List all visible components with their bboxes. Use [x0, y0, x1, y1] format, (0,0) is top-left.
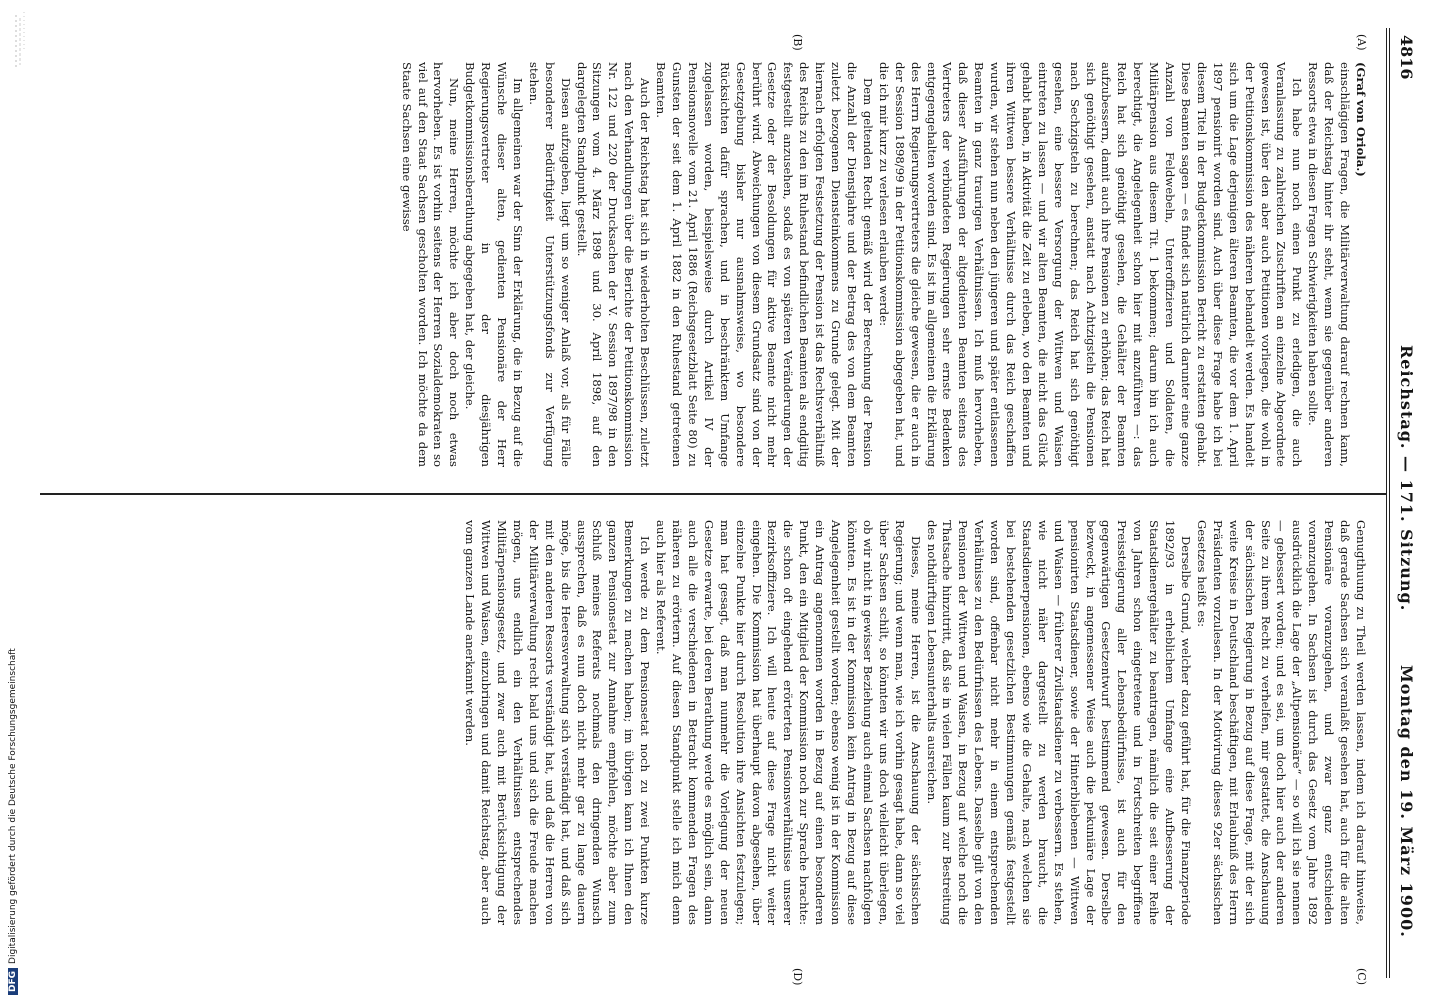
paragraph: Auch der Reichstag hat sich in wiederholten Beschlüssen, zuletzt nach den Verhandlungen über die Berichte der Petitionskommission Nr. 122 und 220 der Drucksachen der V. Session 1897/98 in den Sitzungen vom 4. März 1898 und 30. April 1898, auf den dargelegten Standpunkt gestellt.	[574, 62, 653, 467]
paragraph: Ich habe nun noch einen Punkt zu erledigen, die auch Veranlassung zu zahlreichen Zuschriften an einzelne Abgeordnete gewesen ist, über den aber auch Petitionen vorliegen, die wohl in der Petitionskommission des näheren behandelt werden. Es handelt sich um die Lage derjenigen älteren Beamten, die vor dem 1. April 1897 pensionirt worden sind. Auch über diese Frage habe ich bei diesem Titel in der Budgetkommission Bericht zu erstatten gehabt. Diese Beamten sagen — es findet sich natürlich darunter eine ganze Anzahl von Feldwebeln, Unteroffizieren und Soldaten, die Militärpension aus diesem Tit. 1 bekommen; darum bin ich auch berechtigt, die Angelegenheit schon hier mit anzuführen —: das Reich hat sich genöthigt gesehen, die Gehälter der Beamten aufzubessern, damit auch ihre Pensionen zu erhöhen; das Reich hat sich genöthigt gesehen, anstatt nach Achtzigsteln die Pensionen nach Sechzigsteln zu berechnen; das Reich hat sich genöthigt gesehen, eine bessere Versorgung der Wittwen und Waisen eintreten zu lassen — und wir alten Beamten, die nicht das Glück gehabt haben, in Aktivität die Zeit zu erleben, wo den Beamten und ihren Wittwen bessere Verhältnisse durch das Reich geschaffen wurden, wir stehen nun neben den jüngeren und später entlassenen Beamten in ganz traurigen Verhältnissen. Ich muß hervorheben, daß dieser Ausführungen der altgedienten Beamten seitens des Vertreters der verbündeten Regierungen sehr ernste Bedenken entgegengehalten worden sind. Es ist im allgemeinen die Erklärung des Herrn Regierungsvertreters die gleiche gewesen, die er auch in der Session 1898/99 in der Petitionskommission abgegeben hat, und die ich mir kurz zu verlesen erlauben werde:	[876, 62, 1305, 467]
paragraph: Nun, meine Herren, möchte ich aber doch noch etwas hervorheben. Es ist vorhin seitens der Herren Sozialdemokraten so viel auf den Staat Sachsen gescholten worden. Ich möchte da dem Staate Sachsen eine gewisse	[399, 62, 462, 467]
acknowledgement-text: Digitalisierung gefördert durch die Deutsche Forschungsgemeinschaft	[8, 648, 18, 964]
page-number: 4816	[1397, 35, 1416, 80]
speaker-tag: (Graf von Oriola.)	[1354, 62, 1368, 177]
marker-b: (B)	[791, 34, 804, 51]
dfg-logo: DFG	[8, 968, 18, 995]
column-divider	[40, 493, 1386, 495]
header-date: Montag den 19. März 1900.	[1397, 665, 1416, 938]
header-title: Reichstag. — 171. Sitzung.	[1397, 345, 1416, 612]
marker-a: (A)	[1355, 34, 1368, 51]
header-rule	[1389, 28, 1390, 978]
dfg-acknowledgement	[8, 648, 18, 995]
marker-d: (D)	[791, 968, 804, 986]
paragraph: einschlägigen Fragen, die Militärverwaltung darauf rechnen kann, daß der Reichstag hinter ihr steht, wenn sie gegenüber anderen Ressorts etwa in diesen Fragen Schwierigkeiten haben sollte.	[1306, 62, 1353, 467]
left-column	[398, 62, 1368, 467]
paragraph: Ich werde zu dem Pensionsetat noch zu zwei Punkten kurze Bemerkungen zu machen haben; im übrigen kann ich Ihnen den ganzen Pensionsetat zur Annahme empfehlen, möchte aber zum Schluß meines Referats nochmals den dringenden Wunsch aussprechen, daß es nun doch nicht mehr gar zu lange dauern möge, bis die Heeresverwaltung sich verständigt hat, und daß sich mit den anderen Ressorts verständigt hat, und daß die Herren von der Militärverwaltung recht bald uns und sich die Freude machen mögen, uns endlich ein den Verhältnissen entsprechendes Militärpensionsgesetz, und zwar auch mit Berücksichtigung der Wittwen und Waisen, einzubringen und damit Reichstag, aber auch vom ganzen Lande anerkannt werden.	[463, 520, 653, 925]
paragraph: Dem geltenden Recht gemäß wird der Berechnung der Pension die Anzahl der Dienstjahre und der Betrag des von dem Beamten zuletzt bezogenen Diensteinkommens zu Grunde gelegt. Mit der hiernach erfolgten Festsetzung der Pension ist das Rechtsverhältniß des Reichs zu den im Ruhestand befindlichen Beamten als endgiltig festgestellt anzusehen, sodaß es von späteren Veränderungen der Gesetze oder der Besoldungen für aktive Beamte nicht mehr berührt wird. Abweichungen von diesem Grundsatz sind von der Gesetzgebung bisher nur ausnahmsweise, wo besondere Rücksichten dafür sprachen, und in beschränktem Umfange zugelassen worden, beispielsweise durch Artikel IV der Pensionsnovelle vom 21. April 1886 (Reichsgesetzblatt Seite 80) zu Gunsten der seit dem 1. April 1882 in den Ruhestand getretenen Beamten.	[654, 62, 875, 467]
paragraph: Diesen aufzugeben, liegt um so weniger Anlaß vor, als für Fälle besonderer Bedürftigkeit Unterstützungsfonds zur Verfügung stehen.	[526, 62, 573, 467]
right-column	[461, 520, 1368, 925]
paragraph: Im allgemeinen war der Sinn der Erklärung, die in Bezug auf die Wünsche dieser alten, gedienten Pensionäre der Herr Regierungsvertreter in der diesjährigen Budgetkommissionsberathung abgegeben hat, der gleiche.	[463, 62, 525, 467]
paragraph: Dieses, meine Herren, ist die Anschauung der sächsischen Regierung; und wenn man, wie ich vorhin gesagt habe, dann so viel über Sachsen schilt, so könnten wir uns doch vielleicht überlegen, ob wir nicht in gewisser Beziehung auch einmal Sachsen nachfolgen könnten. Es ist in der Kommission kein Antrag in Bezug auf diese Angelegenheit gestellt worden; ebenso wenig ist in der Kommission ein Antrag angenommen worden in Bezug auf einen besonderen Punkt, den ein Mitglied der Kommission noch zur Sprache brachte: die schon oft eingehend erörterten Pensionsverhältnisse unserer Bezirksoffiziere. Ich will heute auf diese Frage nicht weiter eingehen. Die Kommission hat überhaupt davon abgesehen, über einzelne Punkte hier durch Resolution ihre Ansichten festzulegen; man hat gesagt, daß man nunmehr die Vorlegung der neuen Gesetze erwarte, bei deren Berathung werde es möglich sein, dann auch alle die verschiedenen in Betracht kommenden Fragen des näheren zu erörtern. Auf diesen Standpunkt stelle ich mich denn auch hier als Referent.	[654, 520, 923, 925]
quote-paragraph: Derselbe Grund, welcher dazu geführt hat, für die Finanzperiode 1892/93 in erheblichem Umfange eine Aufbesserung der Staatsdienergehälter zu beantragen, nämlich die seit einer Reihe von Jahren schon eingetretene und in Fortschreiten begriffene Preissteigerung aller Lebensbedürfnisse, ist auch für den gegenwärtigen Gesetzentwurf bestimmend gewesen. Derselbe bezweckt, in angemessener Weise auch die pekuniäre Lage der pensionirten Staatsdiener, sowie der Hinterbliebenen — Wittwen und Waisen — früherer Zivilstaatsdiener zu verbessern. Es stehen, wie nicht näher dargestellt zu werden braucht, die Staatsdienerpensionen, ebenso wie die Gehalte, nach welchen sie bei bestehenden gesetzlichen Bestimmungen gemäß festgestellt worden sind, offenbar nicht mehr in einem entsprechenden Verhältnisse zu den Bedürfnissen des Lebens. Dasselbe gilt von den Pensionen der Wittwen und Waisen, in Bezug auf welche noch die Thatsache hinzutritt, daß sie in vielen Fällen kaum zur Bestreitung des nothdürftigen Lebensunterhalts ausreichen.	[924, 520, 1194, 925]
marker-c: (C)	[1355, 968, 1368, 985]
header-rule-thin	[1386, 28, 1387, 978]
page-header	[1392, 0, 1416, 1000]
paragraph: Genugthuung zu Theil werden lassen, indem ich darauf hinweise, daß gerade Sachsen sich veranlaßt gesehen hat, auch für die alten Pensionäre voranzugehen, und zwar ganz entschieden voranzugehen. In Sachsen ist durch das Gesetz vom Jahre 1892 ausdrücklich die Lage der „Altpensionäre“ — so will ich sie nennen — gebessert worden; und es sei, um doch hier auch der anderen Seite zu ihrem Recht zu verhelfen, mir gestattet, die Anschauung der sächsischen Regierung in Bezug auf diese Frage, mit der sich weite Kreise in Deutschland beschäftigen, mit Erlaubniß des Herrn Präsidenten vorzulesen. In der Motivirung dieses 92er sächsischen Gesetzes heißt es:	[1194, 520, 1368, 925]
